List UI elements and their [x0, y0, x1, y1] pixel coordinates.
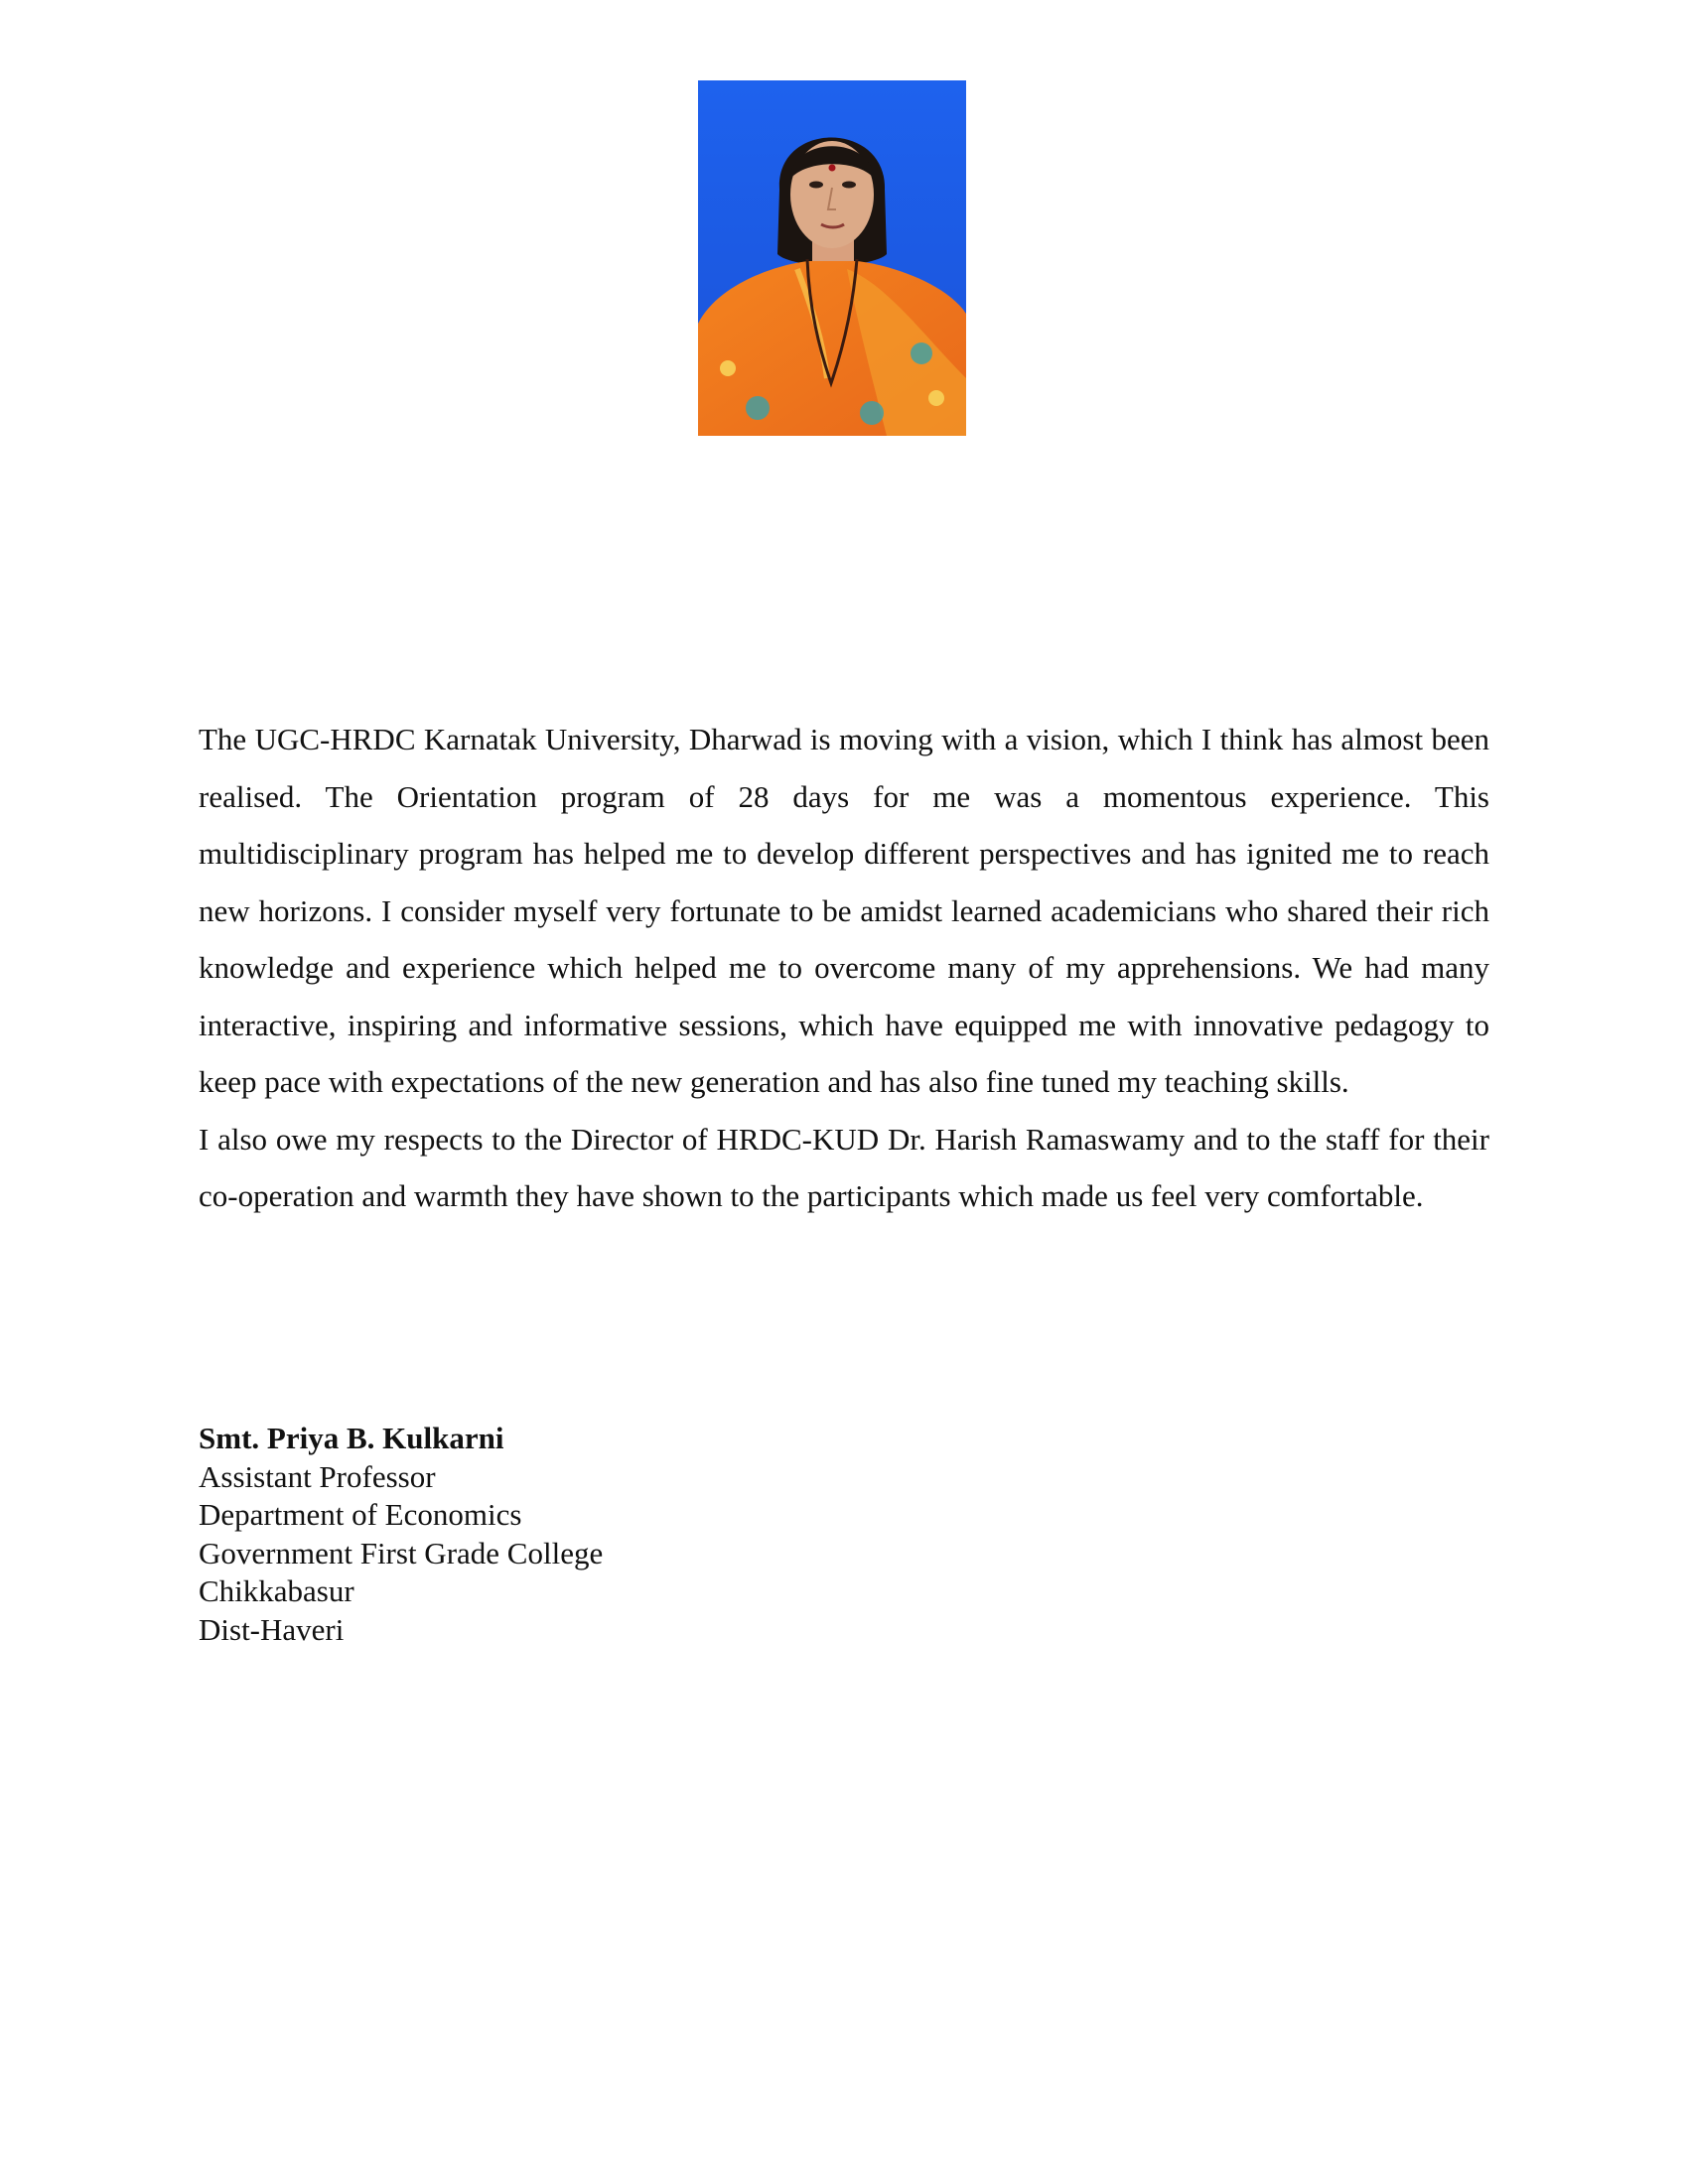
author-department: Department of Economics — [199, 1497, 522, 1532]
portrait-photo — [698, 80, 966, 436]
testimonial-paragraph-2: I also owe my respects to the Director of HRDC-KUD Dr. Harish Ramaswamy and to the staff for their co-operation and warmth they have shown to the participants which made us feel very comfortable. — [199, 1121, 1489, 1213]
author-place: Chikkabasur — [199, 1573, 354, 1608]
testimonial-paragraph-1: The UGC-HRDC Karnatak University, Dharwad is moving with a vision, which I think has almost been realised. The Orientation program of 28 days for me was a momentous experience. This multidisciplinary program has helped me to develop different perspectives and has ignited me to reach new horizons. I consider myself very fortunate to be amidst learned academicians who shared their rich knowledge and experience which helped me to overcome many of my apprehensions. We had many interactive, inspiring and informative sessions, which have equipped me with innovative pedagogy to keep pace with expectations of the new generation and has also fine tuned my teaching skills. — [199, 722, 1489, 1099]
author-college: Government First Grade College — [199, 1535, 604, 1570]
author-name: Smt. Priya B. Kulkarni — [199, 1421, 504, 1455]
author-district: Dist-Haveri — [199, 1611, 345, 1647]
author-designation: Assistant Professor — [199, 1458, 436, 1494]
testimonial-text — [199, 711, 1489, 1225]
portrait-image — [698, 80, 966, 436]
signature-block — [199, 1420, 603, 1649]
